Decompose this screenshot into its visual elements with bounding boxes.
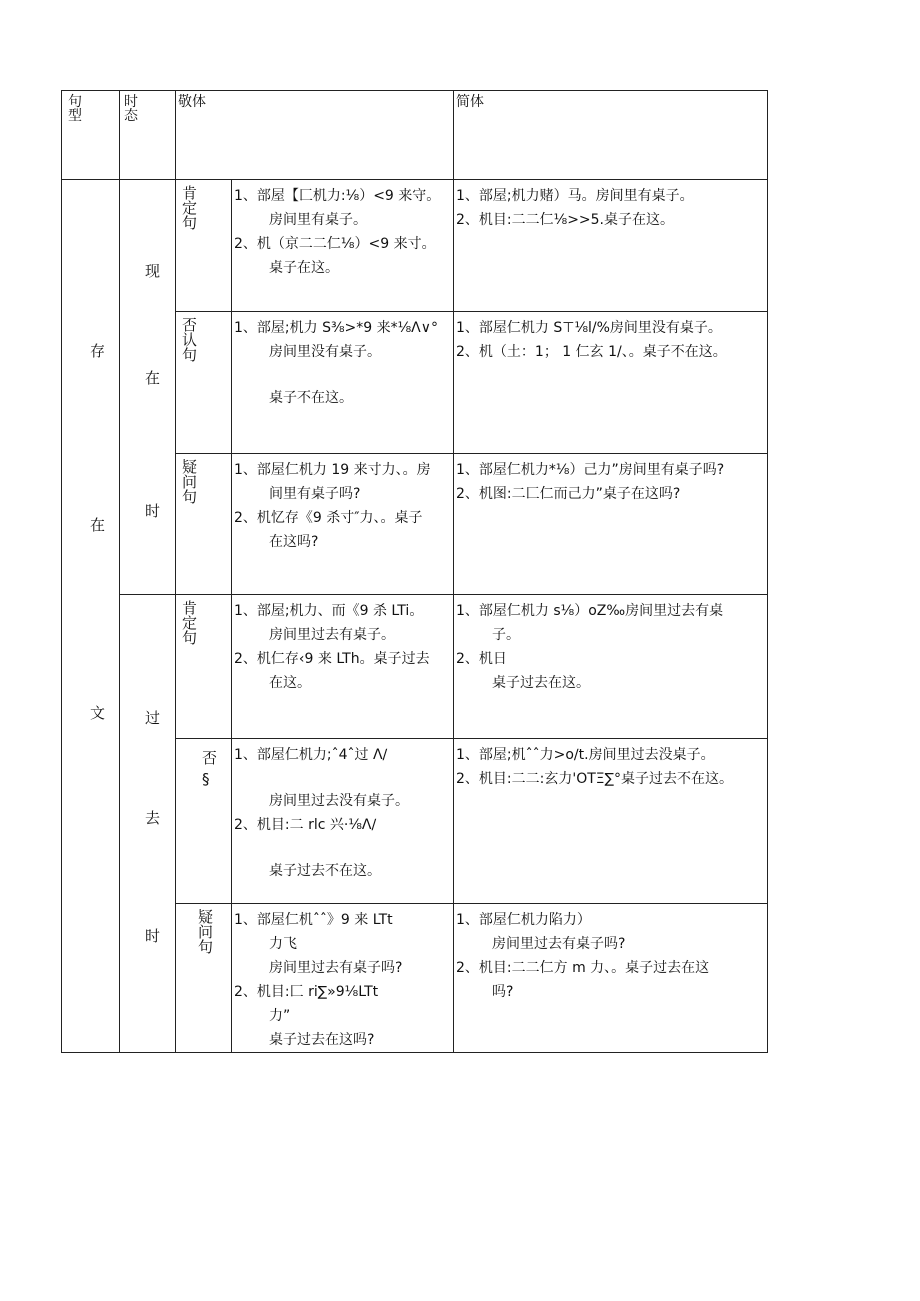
- sentence-type-cell: [176, 904, 232, 1053]
- plain-line: 1、部屋仁机力*⅛）己力”房间里有桌子吗?: [456, 462, 725, 478]
- polite-line: 在这吗?: [269, 534, 319, 550]
- type-char: 问: [182, 473, 198, 491]
- type-char: 否: [202, 749, 218, 767]
- polite-line: 桌子在这。: [269, 260, 339, 276]
- type-char: 肯: [182, 599, 198, 617]
- table-row: [62, 595, 768, 739]
- plain-line: 子。: [492, 627, 520, 643]
- plain-cell: [454, 180, 768, 312]
- type-char: 否: [182, 316, 198, 334]
- polite-line: 桌子不在这。: [269, 390, 353, 406]
- plain-line: 2、机目:二二仁方 m 力、。桌子过去在这: [456, 960, 710, 976]
- polite-line: 房间里没有桌子。: [269, 344, 381, 360]
- type-char: 定: [182, 199, 198, 217]
- polite-line: 在这。: [269, 675, 311, 691]
- polite-line: 2、机目:匚 ri∑»9⅛LTt: [234, 984, 379, 1000]
- polite-line: 1、部屋;机力、而《9 杀 LTi。: [234, 603, 424, 619]
- plain-line: 1、部屋仁机力陷力）: [456, 912, 591, 928]
- polite-cell: [232, 180, 454, 312]
- polite-cell: [232, 739, 454, 904]
- tense-char: 过: [145, 709, 161, 727]
- tense-char: 时: [145, 502, 161, 520]
- polite-line: 桌子过去不在这。: [269, 863, 381, 879]
- type-char: 句: [182, 346, 198, 364]
- type-char: 疑: [182, 458, 198, 476]
- polite-line: 2、机仁存‹9 来 LTh。桌子过去: [234, 651, 430, 667]
- polite-line: 2、机目:二 rlc 兴·⅛Λ∕: [234, 817, 377, 833]
- header-plain: [454, 91, 768, 180]
- type-char: 句: [182, 629, 198, 647]
- sentence-type-cell: [176, 739, 232, 904]
- plain-cell: [454, 904, 768, 1053]
- type-char: §: [202, 770, 210, 788]
- header-char: 时: [124, 94, 138, 110]
- plain-line: 2、机图:二匚仁而己力”桌子在这吗?: [456, 486, 681, 502]
- polite-line: 房间里过去没有桌子。: [269, 793, 409, 809]
- plain-cell: [454, 312, 768, 454]
- tense-char: 时: [145, 927, 161, 945]
- plain-line: 2、机（土：1； 1 仁玄 1/、。桌子不在这。: [456, 344, 727, 360]
- category-cell: [62, 180, 120, 1053]
- plain-cell: [454, 454, 768, 595]
- category-char: 存: [90, 342, 106, 360]
- sentence-type-cell: [176, 312, 232, 454]
- polite-line: 1、部屋仁机力 19 来寸力、。房: [234, 462, 431, 478]
- polite-cell: [232, 595, 454, 739]
- tense-char: 在: [145, 369, 161, 387]
- plain-cell: [454, 739, 768, 904]
- polite-cell: [232, 904, 454, 1053]
- polite-line: 2、机（京二二仁⅛）<9 来寸。: [234, 236, 436, 252]
- tense-char: 现: [145, 262, 161, 280]
- tense-char: 去: [145, 809, 161, 827]
- plain-line: 2、机目:二二仁⅛>>5.桌子在这。: [456, 212, 675, 228]
- header-char: 句: [68, 94, 82, 110]
- header-sentence-type: [62, 91, 120, 180]
- polite-line: 间里有桌子吗?: [269, 486, 361, 502]
- type-char: 肯: [182, 184, 198, 202]
- header-plain-label: 简体: [456, 94, 484, 110]
- polite-line: 房间里过去有桌子。: [269, 627, 395, 643]
- table-row: [62, 180, 768, 312]
- plain-line: 2、机日: [456, 651, 507, 667]
- plain-line: 1、部屋;机力赌）马。房间里有桌子。: [456, 188, 694, 204]
- polite-line: 力飞: [269, 936, 297, 952]
- type-char: 句: [198, 938, 214, 956]
- plain-line: 1、部屋仁机力 s⅛）oZ‰房间里过去有桌: [456, 603, 724, 619]
- polite-line: 房间里过去有桌子吗?: [269, 960, 403, 976]
- polite-cell: [232, 312, 454, 454]
- plain-line: 2、机目:二二:玄力'OTΞ∑°桌子过去不在这。: [456, 771, 734, 787]
- polite-line: 房间里有桌子。: [269, 212, 367, 228]
- type-char: 认: [182, 331, 198, 349]
- plain-line: 1、部屋仁机力 S⊤⅛l/%房间里没有桌子。: [456, 320, 722, 336]
- plain-line: 桌子过去在这。: [492, 675, 590, 691]
- polite-line: 1、部屋【匚机力:⅛）<9 来守。: [234, 188, 441, 204]
- polite-line: 1、部屋;机力 S⅜>*9 来*⅛Λ∨°: [234, 320, 439, 336]
- header-char: 态: [124, 108, 138, 124]
- category-char: 在: [90, 516, 106, 534]
- plain-cell: [454, 595, 768, 739]
- grammar-table: [61, 90, 768, 1053]
- sentence-type-cell: [176, 180, 232, 312]
- tense-past-cell: [120, 595, 176, 1053]
- polite-line: 桌子过去在这吗?: [269, 1032, 375, 1048]
- plain-line: 1、部屋;机ˆˆ力>o∕t.房间里过去没桌子。: [456, 747, 715, 763]
- polite-line: 1、部屋仁机ˆˆ》9 来 LTt: [234, 912, 393, 928]
- plain-line: 房间里过去有桌子吗?: [492, 936, 626, 952]
- type-char: 句: [182, 488, 198, 506]
- polite-line: 1、部屋仁机力;ˆ4ˆ过 Λ∕: [234, 747, 388, 763]
- header-char: 型: [68, 108, 82, 124]
- type-char: 问: [198, 923, 214, 941]
- header-polite: [176, 91, 454, 180]
- tense-present-cell: [120, 180, 176, 595]
- type-char: 定: [182, 614, 198, 632]
- polite-line: 力”: [269, 1008, 291, 1024]
- sentence-type-cell: [176, 595, 232, 739]
- header-row: [62, 91, 768, 180]
- header-polite-label: 敬体: [178, 94, 206, 110]
- polite-cell: [232, 454, 454, 595]
- polite-line: 2、机忆存《9 杀寸″力、。桌子: [234, 510, 423, 526]
- category-char: 文: [90, 704, 106, 722]
- plain-line: 吗?: [492, 984, 514, 1000]
- header-tense: [120, 91, 176, 180]
- sentence-type-cell: [176, 454, 232, 595]
- type-char: 疑: [198, 908, 214, 926]
- type-char: 句: [182, 214, 198, 232]
